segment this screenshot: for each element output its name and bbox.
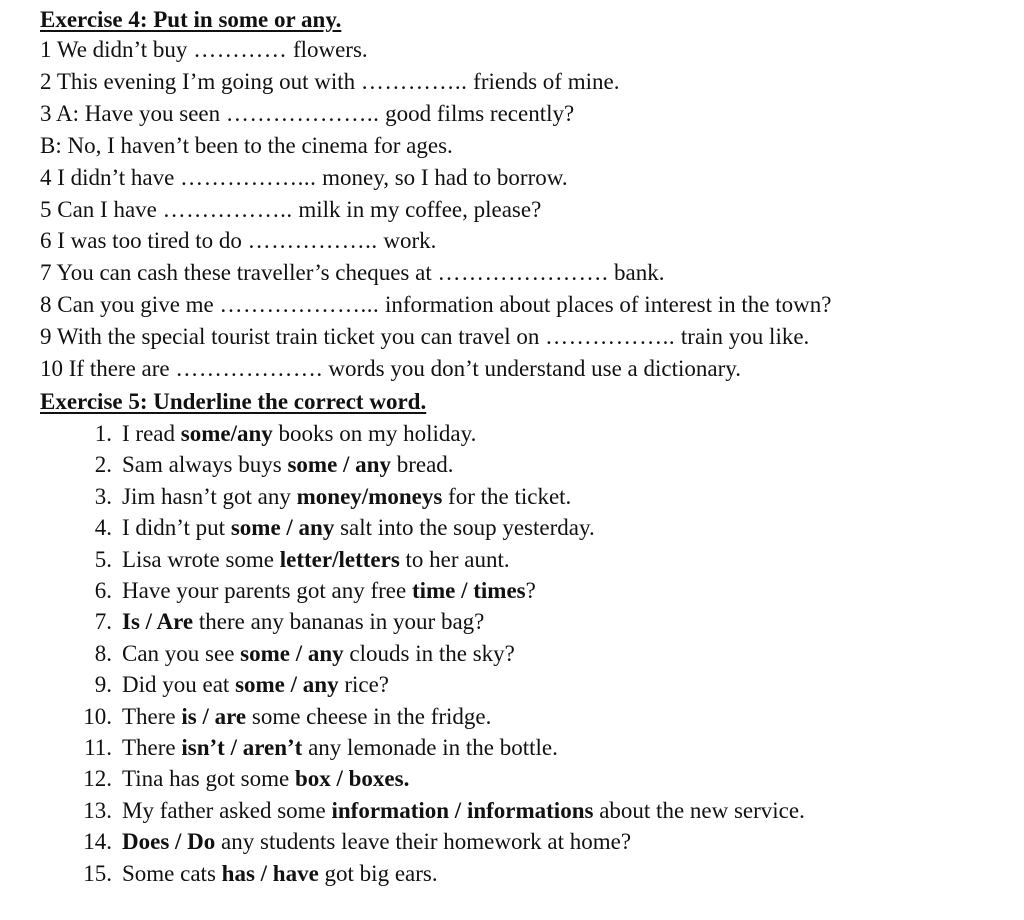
sentence-text: clouds in the sky? [343, 641, 515, 666]
sentence-text: Have your parents got any free [122, 578, 412, 603]
sentence-text: for the ticket. [442, 484, 572, 509]
sentence-text: got big ears. [318, 861, 438, 886]
ex5-item-15 [83, 861, 438, 886]
answer-choice[interactable]: time / times [411, 578, 526, 603]
answer-blank[interactable]: ……………….. [225, 101, 380, 126]
sentence-text: ? [525, 578, 536, 603]
answer-choice[interactable]: is / are [181, 704, 247, 729]
list-number: 7. [94, 609, 112, 634]
exercise-5-title: Exercise 5: Underline the correct word. [40, 389, 427, 414]
list-number: 4. [94, 515, 112, 540]
list-number: 5. [94, 547, 112, 572]
list-number: 3. [94, 484, 112, 509]
answer-blank[interactable]: ………………. [175, 356, 323, 381]
answer-blank[interactable]: ………………... [219, 292, 380, 317]
ex5-item-10 [83, 704, 492, 729]
ex5-item-1 [94, 421, 477, 446]
ex5-item-9 [94, 672, 389, 697]
ex4-line-5: 5 Can I have …………….. milk in my coffee, please? [40, 197, 542, 222]
sentence-text: There [122, 704, 182, 729]
list-number: 14. [83, 829, 112, 854]
list-number: 13. [83, 798, 112, 823]
ex4-line-3b: B: No, I haven’t been to the cinema for ages. [40, 133, 453, 158]
sentence-text: any students leave their homework at home? [215, 829, 632, 854]
list-number: 2. [94, 452, 112, 477]
list-number: 15. [83, 861, 112, 886]
ex5-item-11 [84, 735, 558, 760]
sentence-text: There [122, 735, 182, 760]
ex5-item-12 [83, 766, 410, 791]
answer-blank[interactable]: ………… [193, 37, 288, 62]
list-number: 12. [83, 766, 112, 791]
list-number: 1. [94, 421, 112, 446]
ex4-line-2: 2 This evening I’m going out with ………….. friends of mine. [40, 69, 620, 94]
answer-blank[interactable]: …………….. [162, 197, 293, 222]
answer-choice[interactable]: some/any [180, 421, 273, 446]
sentence-text: to her aunt. [399, 547, 510, 572]
answer-choice[interactable]: some / any [230, 515, 335, 540]
answer-choice[interactable]: box / boxes. [294, 766, 410, 791]
list-number: 6. [94, 578, 112, 603]
sentence-text: there any bananas in your bag? [193, 609, 485, 634]
sentence-text: some cheese in the fridge. [246, 704, 492, 729]
answer-choice[interactable]: some / any [240, 641, 344, 666]
answer-choice[interactable]: Is / Are [122, 609, 194, 634]
ex4-line-3: 3 A: Have you seen ……………….. good films recently? [40, 101, 575, 126]
sentence-text: Sam always buys [122, 452, 288, 477]
sentence-text: Tina has got some [122, 766, 295, 791]
exercise-4-title: Exercise 4: Put in some or any. [40, 7, 342, 32]
sentence-text: I read [122, 421, 181, 446]
sentence-text: books on my holiday. [272, 421, 477, 446]
answer-choice[interactable]: letter/letters [279, 547, 400, 572]
sentence-text: Can you see [122, 641, 241, 666]
answer-choice[interactable]: Does / Do [122, 829, 216, 854]
ex5-item-3 [94, 484, 572, 509]
ex4-line-6: 6 I was too tired to do …………….. work. [40, 228, 437, 253]
answer-blank[interactable]: …………………. [437, 260, 609, 285]
ex5-item-2 [94, 452, 454, 477]
sentence-text: I didn’t put [122, 515, 231, 540]
sentence-text: any lemonade in the bottle. [302, 735, 558, 760]
list-number: 8. [94, 641, 112, 666]
answer-blank[interactable]: ………….. [360, 69, 468, 94]
sentence-text: bread. [390, 452, 454, 477]
sentence-text: My father asked some [122, 798, 332, 823]
sentence-text: Did you eat [122, 672, 236, 697]
ex5-item-4 [94, 515, 595, 540]
ex4-line-9: 9 With the special tourist train ticket you can travel on …………….. train you like. [40, 324, 810, 349]
list-number: 10. [83, 704, 112, 729]
ex4-line-7: 7 You can cash these traveller’s cheques at …………………. bank. [40, 260, 665, 285]
ex5-item-6 [94, 578, 536, 603]
ex4-line-10: 10 If there are ………………. words you don’t understand use a dictionary. [40, 356, 742, 381]
ex5-item-8 [94, 641, 515, 666]
ex5-item-14 [83, 829, 632, 854]
ex4-line-4: 4 I didn’t have ……………... money, so I had to borrow. [40, 165, 568, 190]
list-number: 11. [84, 735, 112, 760]
sentence-text: about the new service. [593, 798, 805, 823]
sentence-text: salt into the soup yesterday. [334, 515, 595, 540]
answer-blank[interactable]: …………….. [545, 324, 676, 349]
ex4-line-1: 1 We didn’t buy ………… flowers. [40, 37, 368, 62]
list-number: 9. [94, 672, 112, 697]
sentence-text: Lisa wrote some [122, 547, 280, 572]
answer-choice[interactable]: has / have [221, 861, 319, 886]
answer-choice[interactable]: information / informations [331, 798, 594, 823]
answer-blank[interactable]: ……………... [180, 165, 317, 190]
ex4-line-8: 8 Can you give me ………………... information about places of interest in the town? [40, 292, 832, 317]
answer-choice[interactable]: money/moneys [296, 484, 443, 509]
ex5-item-5 [94, 547, 510, 572]
sentence-text: Jim hasn’t got any [122, 484, 297, 509]
ex5-item-13 [83, 798, 805, 823]
ex5-item-7 [94, 609, 485, 634]
answer-choice[interactable]: some / any [235, 672, 339, 697]
answer-blank[interactable]: …………….. [247, 228, 378, 253]
answer-choice[interactable]: isn’t / aren’t [181, 735, 303, 760]
sentence-text: Some cats [122, 861, 222, 886]
answer-choice[interactable]: some / any [287, 452, 391, 477]
sentence-text: rice? [338, 672, 389, 697]
